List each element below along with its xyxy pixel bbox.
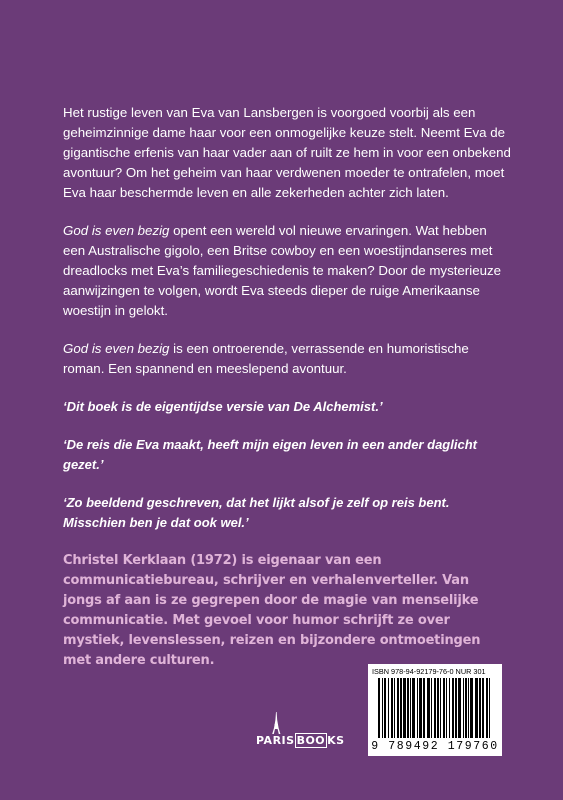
blurb-paragraph-2-text: opent een wereld vol nieuwe ervaringen. Wat hebben een Australische gigolo, een Britse cowboy en een woestijndanseres met dreadlocks met Eva’s familiegeschiedenis te maken? Door de mysterieuze aanwijzingen te volgen, wordt Eva steeds dieper de ruige Amerikaanse woestijn in gelokt. xyxy=(63,223,502,318)
blurb-paragraph-3 xyxy=(63,339,511,379)
barcode-bars xyxy=(372,678,498,740)
barcode-bar xyxy=(412,678,415,738)
barcode-bar xyxy=(378,678,380,738)
publisher-logo xyxy=(256,710,345,758)
barcode-bar xyxy=(468,678,469,738)
author-bio: Christel Kerklaan (1972) is eigenaar van een communicatiebureau, schrijver en verhalenverteller. Van jongs af aan is ze gegrepen door de magie van menselijke communicatie. Met gevoel voor humor schrijft ze over mystiek, levenslessen, reizen en bijzondere ontmoetingen met andere culturen. xyxy=(63,553,481,668)
blurb-paragraph-1: Het rustige leven van Eva van Lansbergen is voorgoed voorbij als een geheimzinnige dame haar voor een onmogelijke keuze stelt. Neemt Eva de gigantische erfenis van haar vader aan of ruilt ze hem in voor een onbekend avontuur? Om het geheim van haar verdwenen moeder te ontrafelen, moet Eva haar beschermde leven en alle zekerheden achter zich laten. xyxy=(63,105,511,200)
barcode-bar xyxy=(417,678,418,738)
barcode-bar xyxy=(400,678,402,738)
barcode-bar xyxy=(452,678,454,738)
barcode-bar xyxy=(443,678,445,738)
blurb-paragraph-3-text: is een ontroerende, verrassende en humoristische roman. Een spannend en meeslepend avontuur. xyxy=(63,341,469,376)
barcode-bar xyxy=(489,678,490,738)
barcode-bar xyxy=(427,678,430,738)
barcode-digits: 9 789492 179760 xyxy=(371,740,499,753)
barcode-bar xyxy=(407,678,409,738)
barcode-bar xyxy=(410,678,411,738)
barcode-bar xyxy=(423,678,425,738)
blurb-paragraph-2 xyxy=(63,221,511,321)
barcode-bar xyxy=(388,678,389,738)
barcode-bar xyxy=(475,678,478,738)
barcode-bar xyxy=(382,678,383,738)
isbn-text: ISBN 978-94-92179-76-0 NUR 301 xyxy=(372,667,486,676)
barcode-bar xyxy=(384,678,386,738)
barcode-bar xyxy=(391,678,393,738)
isbn-barcode xyxy=(368,664,502,756)
review-quote-1: ‘Dit boek is de eigentijdse versie van De Alchemist.’ xyxy=(63,399,383,414)
barcode-bar xyxy=(470,678,473,738)
barcode-bar xyxy=(463,678,464,738)
barcode-bar xyxy=(455,678,457,738)
barcode-bar xyxy=(465,678,467,738)
book-title: God is even bezig xyxy=(63,223,170,238)
book-title: God is even bezig xyxy=(63,341,170,356)
barcode-bar xyxy=(431,678,432,738)
barcode-bar xyxy=(437,678,439,738)
publisher-name: PARIS BOO KS xyxy=(256,734,345,747)
barcode-bar xyxy=(458,678,461,738)
barcode-bar xyxy=(403,678,406,738)
review-quote-3: ‘Zo beeldend geschreven, dat het lijkt alsof je zelf op reis bent. Misschien ben je dat ook wel.’ xyxy=(63,495,450,530)
barcode-bar xyxy=(419,678,422,738)
barcode-bar xyxy=(440,678,441,738)
barcode-bar xyxy=(482,678,484,738)
barcode-bar xyxy=(486,678,488,738)
barcode-bar xyxy=(446,678,447,738)
cover-text xyxy=(63,103,511,671)
barcode-bar xyxy=(449,678,450,738)
barcode-bar xyxy=(394,678,395,738)
barcode-bar xyxy=(434,678,436,738)
barcode-bar xyxy=(479,678,481,738)
review-quote-2: ‘De reis die Eva maakt, heeft mijn eigen leven in een ander daglicht gezet.’ xyxy=(63,437,477,472)
barcode-bar xyxy=(397,678,399,738)
